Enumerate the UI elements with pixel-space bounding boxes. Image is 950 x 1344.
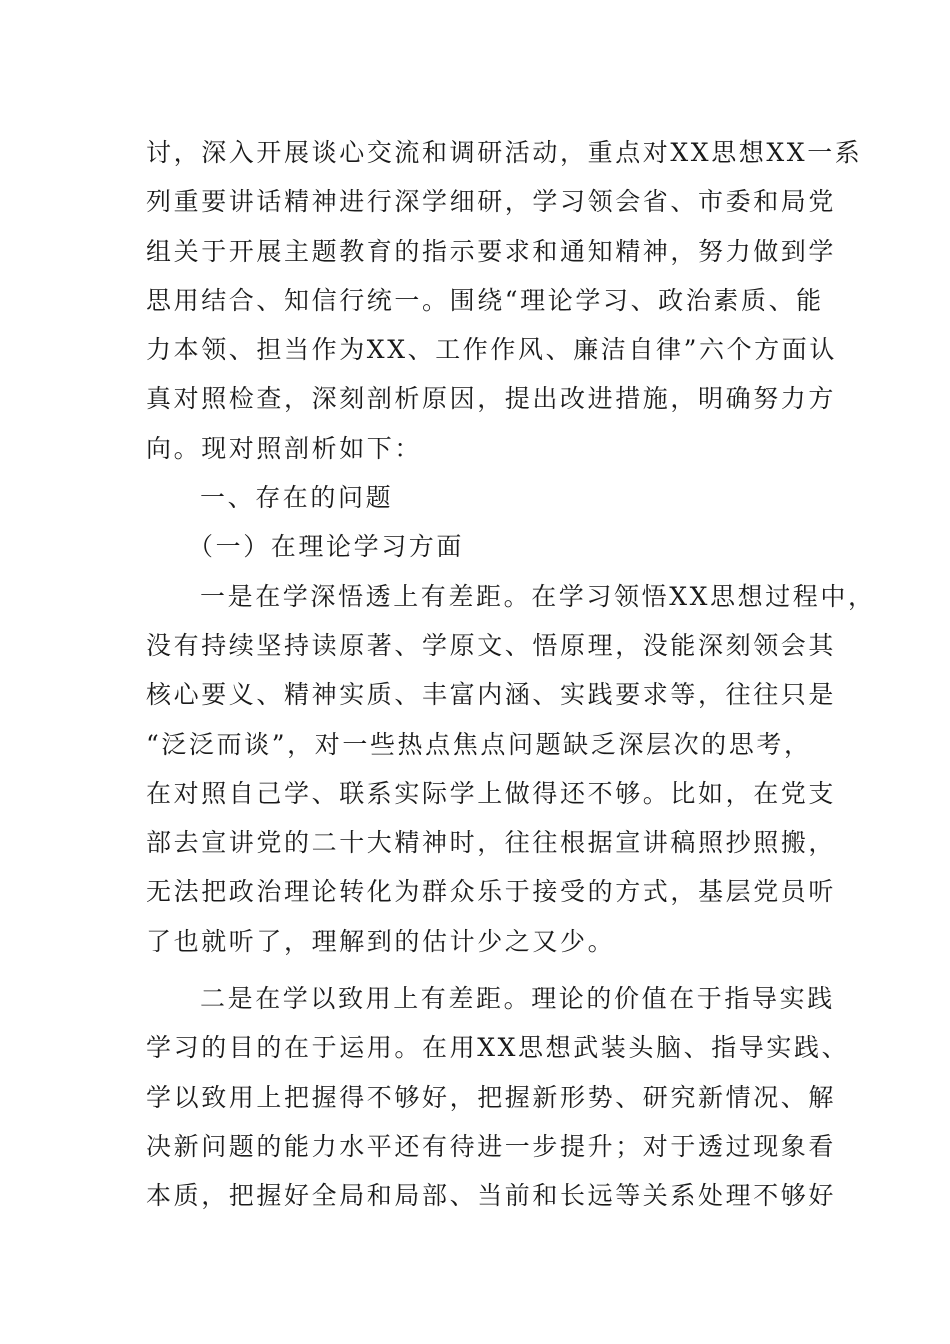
- text-line: 思用结合、知信行统一。围绕“理论学习、政治素质、能: [146, 285, 824, 315]
- text-line: 部去宣讲党的二十大精神时，往往根据宣讲稿照抄照搬，: [146, 828, 837, 858]
- text-line: 无法把政治理论转化为群众乐于接受的方式，基层党员听: [146, 877, 837, 907]
- text-line: 了也就听了，理解到的估计少之又少。: [146, 926, 616, 956]
- text-line: 列重要讲话精神进行深学细研，学习领会省、市委和局党: [146, 187, 837, 217]
- section-heading: 一、存在的问题: [200, 483, 394, 513]
- subsection-heading: （一）在理论学习方面: [188, 532, 465, 562]
- text-line: 组关于开展主题教育的指示要求和通知精神，努力做到学: [146, 236, 837, 266]
- paragraph-1: [146, 572, 876, 966]
- text-line: 讨，深入开展谈心交流和调研活动，重点对XX思想XX一系: [146, 138, 863, 167]
- text-line: 学以致用上把握得不够好，把握新形势、研究新情况、解: [146, 1082, 837, 1112]
- text-line: 核心要义、精神实质、丰富内涵、实践要求等，往往只是: [146, 680, 837, 710]
- text-line: 没有持续坚持读原著、学原文、悟原理，没能深刻领会其: [146, 630, 837, 660]
- text-line: 本质，把握好全局和局部、当前和长远等关系处理不够好: [146, 1181, 837, 1211]
- document-body: [146, 128, 876, 1221]
- text-line: 决新问题的能力水平还有待进一步提升；对于透过现象看: [146, 1131, 837, 1161]
- text-line: 真对照检查，深刻剖析原因，提出改进措施，明确努力方: [146, 384, 837, 414]
- text-line: 一是在学深悟透上有差距。在学习领悟XX思想过程中，: [200, 581, 876, 611]
- text-line: “泛泛而谈”，对一些热点焦点问题缺乏深层次的思考，: [146, 729, 812, 759]
- text-line: 向。现对照剖析如下：: [146, 433, 423, 463]
- paragraph-gap: [146, 966, 816, 974]
- text-line: 二是在学以致用上有差距。理论的价值在于指导实践: [200, 984, 835, 1014]
- text-line: 学习的目的在于运用。在用XX思想武装头脑、指导实践、: [146, 1033, 850, 1063]
- paragraph-2: [146, 974, 850, 1220]
- text-line: 在对照自己学、联系实际学上做得还不够。比如，在党支: [146, 778, 837, 808]
- text-line: 力本领、担当作为XX、工作作风、廉洁自律”六个方面认: [146, 335, 837, 365]
- paragraph-intro: [146, 128, 863, 473]
